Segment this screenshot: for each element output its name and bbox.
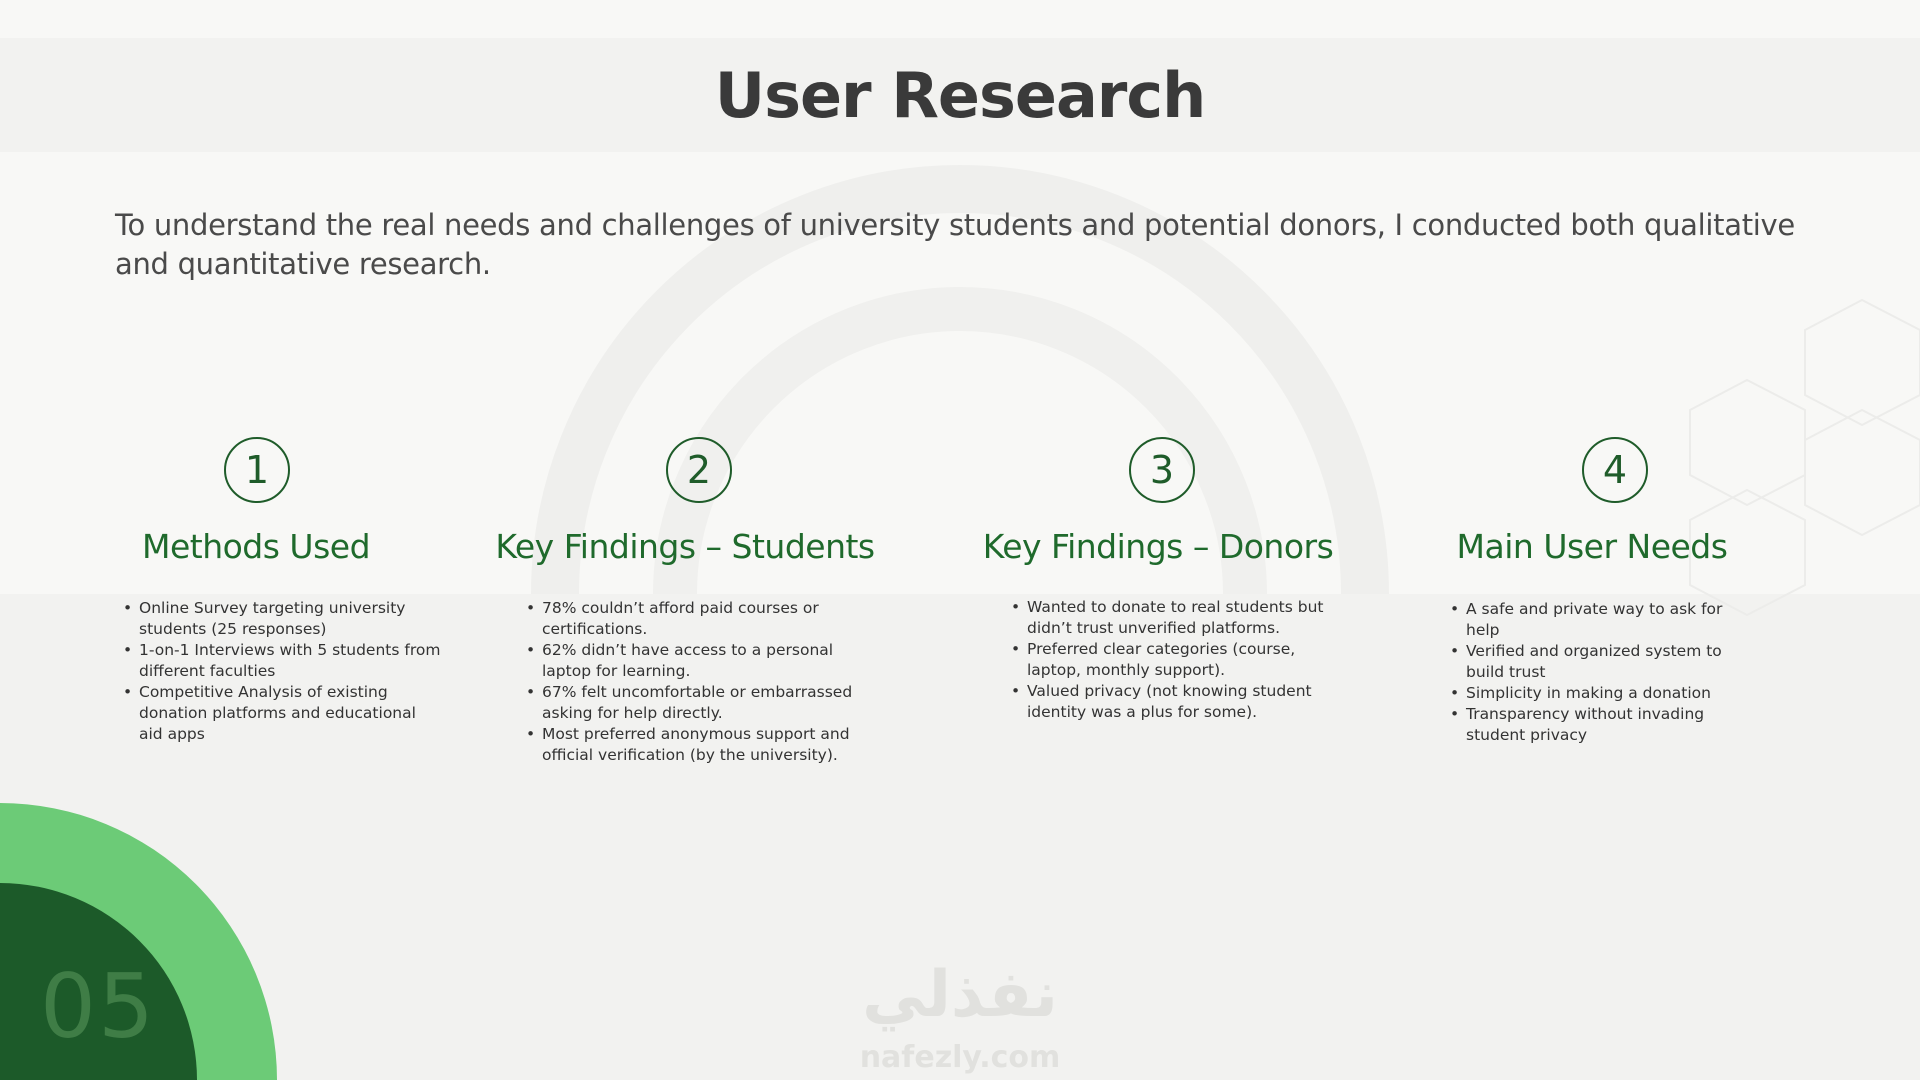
column-title-student-findings: Key Findings – Students bbox=[495, 527, 875, 566]
list-item: • Transparency without invading student privacy bbox=[1466, 704, 1756, 746]
list-item: • Wanted to donate to real students but didn’t trust unverified platforms. bbox=[1027, 597, 1327, 639]
step-number-2: 2 bbox=[666, 437, 732, 503]
step-number-1: 1 bbox=[224, 437, 290, 503]
hexagon-pattern bbox=[1690, 300, 1920, 615]
column-title-donor-findings: Key Findings – Donors bbox=[982, 527, 1334, 566]
step-number-4: 4 bbox=[1582, 437, 1648, 503]
list-item: • Valued privacy (not knowing student identity was a plus for some). bbox=[1027, 681, 1327, 723]
user-needs-list bbox=[1444, 599, 1756, 746]
list-item: • 62% didn’t have access to a personal laptop for learning. bbox=[542, 640, 877, 682]
list-item: • Verified and organized system to build trust bbox=[1466, 641, 1756, 683]
list-item: • 78% couldn’t afford paid courses or certifications. bbox=[542, 598, 877, 640]
slide-title: User Research bbox=[714, 58, 1206, 132]
list-item: • 67% felt uncomfortable or embarrassed asking for help directly. bbox=[542, 682, 877, 724]
list-item: • Competitive Analysis of existing donation platforms and educational aid apps bbox=[139, 682, 444, 745]
list-item: • Preferred clear categories (course, laptop, monthly support). bbox=[1027, 639, 1327, 681]
student-findings-list bbox=[520, 598, 877, 766]
list-item: • Online Survey targeting university students (25 responses) bbox=[139, 598, 444, 640]
watermark-logo-arabic: نفذلي bbox=[862, 958, 1058, 1032]
list-item: • Most preferred anonymous support and official verification (by the university). bbox=[542, 724, 877, 766]
list-item: • Simplicity in making a donation bbox=[1466, 683, 1756, 704]
page-number: 05 bbox=[40, 955, 156, 1058]
donor-findings-list bbox=[1005, 597, 1327, 723]
list-item: • A safe and private way to ask for help bbox=[1466, 599, 1756, 641]
list-item: • 1-on-1 Interviews with 5 students from different faculties bbox=[139, 640, 444, 682]
step-number-3: 3 bbox=[1129, 437, 1195, 503]
column-title-methods: Methods Used bbox=[141, 527, 371, 566]
column-title-user-needs: Main User Needs bbox=[1456, 527, 1728, 566]
watermark-logo-latin: nafezly.com bbox=[859, 1040, 1061, 1075]
intro-paragraph: To understand the real needs and challenges of university students and potential donors, I conducted both qualitative and quantitative research. bbox=[115, 208, 1795, 281]
methods-list bbox=[117, 598, 444, 745]
